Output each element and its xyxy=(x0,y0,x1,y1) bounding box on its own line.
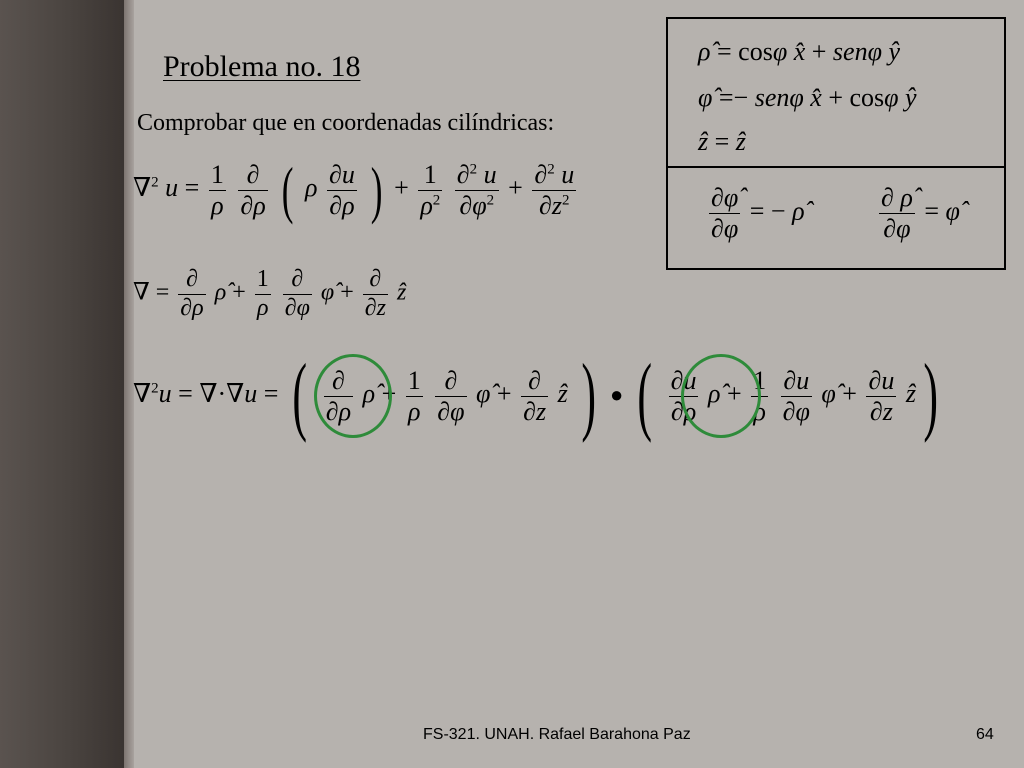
rho-hat-derivative: $\frac{\partial \rhô}{\partial\varphi}$ = φ̂ xyxy=(881,183,960,243)
box-divider xyxy=(668,166,1004,168)
highlight-circle-left xyxy=(314,354,392,438)
footer-text: FS-321. UNAH. Rafael Barahona Paz xyxy=(423,726,691,743)
slide-title: Problema no. 18 xyxy=(163,50,361,83)
phi-hat-derivative: $\frac{\partial\varphî}{\partial\varphi}$ = − ρ̂ xyxy=(711,183,805,243)
unit-vector-box xyxy=(666,17,1006,270)
slide-subtitle: Comprobar que en coordenadas cilíndricas: xyxy=(137,110,555,136)
z-hat-definition: ẑ = ẑ xyxy=(698,127,746,156)
highlight-circle-right xyxy=(681,354,761,438)
laplacian-equation: ∇$^2$ u = $\frac{1}{\rho}$ $\frac{\partial}{\partial\rho}$ ( ρ $\frac{\partial u}{\partial\rho}$ ) + $\frac{1}{\rho^2}$ $\frac{\partial^2 u}{\partial\varphi^2}$ + $\frac{\partial^2 u}{\partial z^2}$ xyxy=(133,154,575,225)
rho-hat-definition: ρ̂ = cosφ x̂ + senφ ŷ xyxy=(698,37,901,66)
page-number: 64 xyxy=(976,726,994,743)
phi-hat-definition: φ̂ =− senφ x̂ + cosφ ŷ xyxy=(698,83,917,112)
left-sidebar xyxy=(0,0,124,768)
div-grad-expansion: ∇$^2$u = ∇·∇u = ( $\frac{\partial}{\partial\rho}$ ρ̂ + $\frac{1}{\rho}$ $\frac{\partial}{\partial\varphi}$ φ̂ + $\frac{\partial}{\partial z}$ ẑ ) ● ( $\frac{\partial u}{\partial\rho}$ ρ̂ + $\frac{1}{\rho}$ $\frac{\partial u}{\partial\varphi}$ φ̂ + $\frac{\partial u}{\partial z}$ ẑ ) xyxy=(133,347,939,444)
gradient-operator-equation: ∇ = $\frac{\partial}{\partial\rho}$ ρ̂ + $\frac{1}{\rho}$ $\frac{\partial}{\partial\varphi}$ φ̂ + $\frac{\partial}{\partial z}$ ẑ xyxy=(133,266,407,321)
